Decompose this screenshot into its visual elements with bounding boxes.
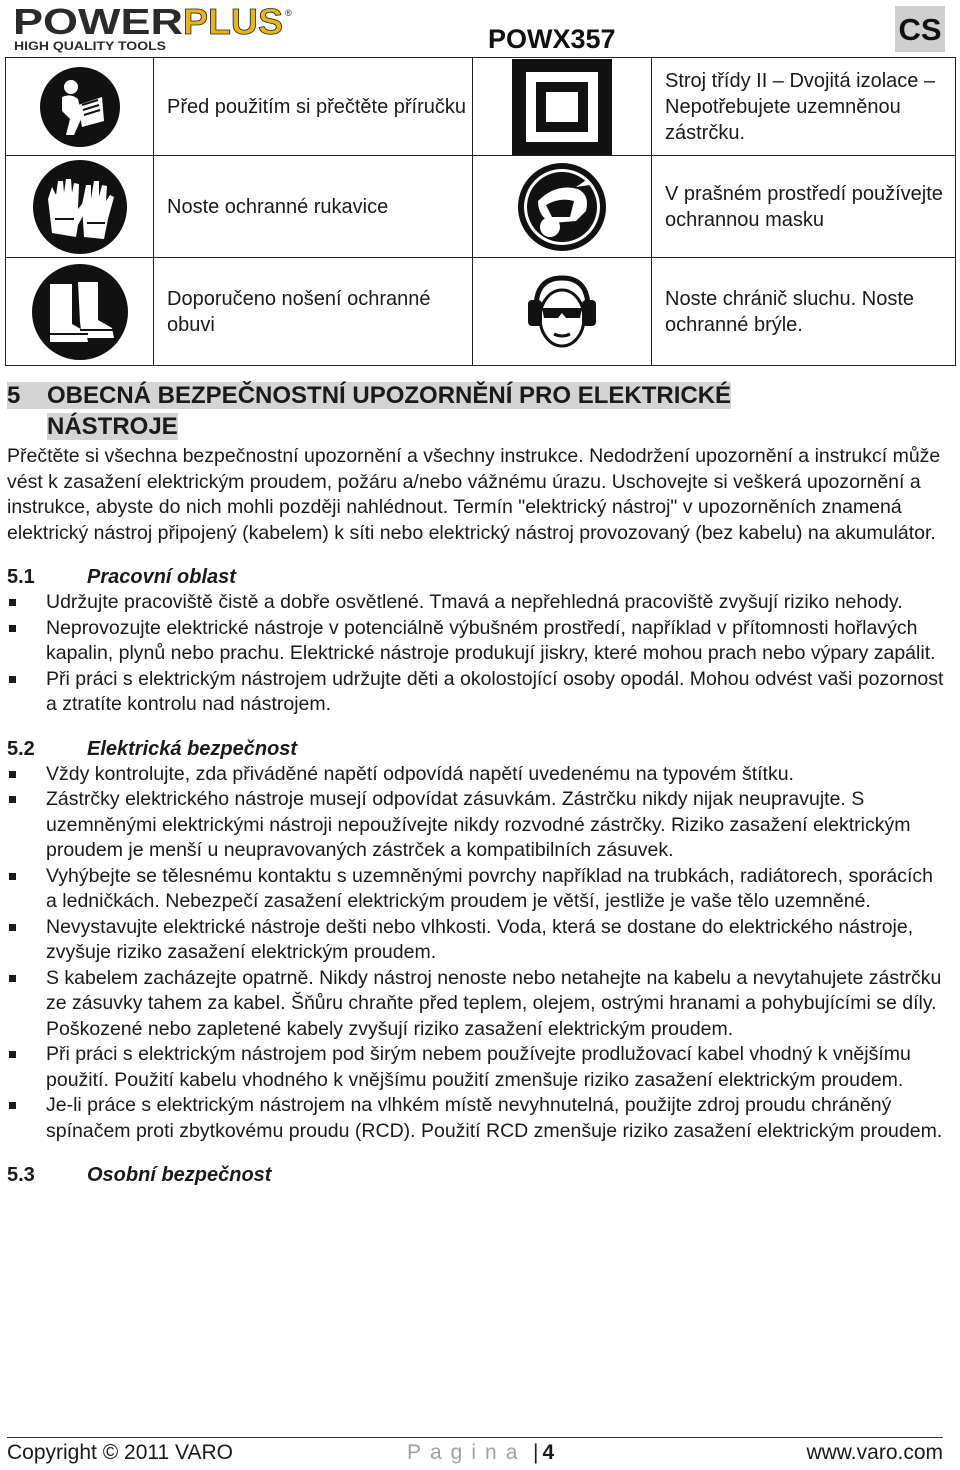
symbol-label-cell xyxy=(652,156,956,258)
double-square-icon xyxy=(473,59,651,155)
bullet-icon xyxy=(9,1102,16,1109)
subsection-5-3-heading xyxy=(7,1163,947,1188)
model-number: POWX357 xyxy=(488,24,616,54)
section-number: 5 xyxy=(7,382,21,409)
bullet-icon xyxy=(9,924,16,931)
section-title-line2: NÁSTROJE xyxy=(47,413,178,440)
bullet-icon xyxy=(9,771,16,778)
list-item-text: Při práci s elektrickým nástrojem pod širým nebem používejte prodlužovací kabel vhodný k vnějšímu použití. Použití kabelu vhodného k vnějšímu použití zmenšuje riziko zasažení elektrickým proudem. xyxy=(46,1043,911,1091)
subsection-5-1-list xyxy=(7,590,947,718)
symbol-label-cell xyxy=(154,58,473,156)
symbol-icon-cell xyxy=(6,156,154,258)
subsection-number: 5.2 xyxy=(7,737,35,760)
bullet-icon xyxy=(9,873,16,880)
subsection-number: 5.3 xyxy=(7,1164,35,1186)
list-item xyxy=(7,590,947,616)
subsection-number: 5.1 xyxy=(7,566,35,588)
page-header xyxy=(0,0,960,58)
symbol-row xyxy=(6,58,956,156)
list-item xyxy=(7,915,947,966)
list-item xyxy=(7,667,947,718)
symbol-label-cell xyxy=(154,156,473,258)
bullet-icon xyxy=(9,625,16,632)
bullet-icon xyxy=(9,1051,16,1058)
bullet-icon xyxy=(9,676,16,683)
subsection-5-2-heading xyxy=(7,737,947,762)
ear-eye-protection-icon xyxy=(473,272,651,352)
list-item-text: Nevystavujte elektrické nástroje dešti nebo vlhkosti. Voda, která se dostane do elektrického nástroje, zvyšuje riziko zasažení elektrickým proudem. xyxy=(46,915,914,963)
subsection-5-2-list xyxy=(7,762,947,1145)
list-item-text: Neprovozujte elektrické nástroje v potenciálně výbušném prostředí, například v přítomnosti hořlavých kapalin, plynů nebo prachu. Elektrické nástroje produkují jiskry, které mohou prach nebo výpary zapálit. xyxy=(46,616,936,664)
symbol-icon-cell xyxy=(473,58,652,156)
list-item xyxy=(7,864,947,915)
section-title-line1: OBECNÁ BEZPEČNOSTNÍ UPOZORNĚNÍ PRO ELEKTRICKÉ xyxy=(47,382,732,409)
subsection-title: Elektrická bezpečnost xyxy=(87,737,298,760)
svg-text:®: ® xyxy=(285,8,292,18)
list-item-text: S kabelem zacházejte opatrně. Nikdy nástroj nenoste nebo netahejte na kabelu a nevytahujete zástrčku ze zásuvky tahem za kabel. Šňůru chraňte před teplem, olejem, ostrými hranami a pohybujícími se díly. Poškozené nebo zapletené kabely zvyšují riziko zasažení elektrickým proudem. xyxy=(46,966,942,1040)
list-item xyxy=(7,616,947,667)
list-item-text: Vždy kontrolujte, zda přiváděné napětí odpovídá napětí uvedenému na typovém štítku. xyxy=(46,762,794,785)
symbol-icon-cell xyxy=(6,258,154,366)
symbol-label: Doporučeno nošení ochranné obuvi xyxy=(167,287,431,336)
symbol-label: Před použitím si přečtěte příručku xyxy=(167,95,467,118)
subsection-5-1-heading xyxy=(7,565,947,590)
symbol-label: V prašném prostředí používejte ochrannou masku xyxy=(665,182,943,231)
list-item-text: Je-li práce s elektrickým nástrojem na vlhkém místě nevyhnutelná, použijte zdroj proudu chráněný spínačem proti zbytkovému proudu (RCD). Použití RCD zmenšuje riziko zasažení elektrickým proudem. xyxy=(46,1094,943,1142)
section-5-heading xyxy=(7,380,947,442)
list-item xyxy=(7,762,947,788)
list-item-text: Zástrčky elektrického nástroje musejí odpovídat zásuvkám. Zástrčku nikdy nijak neupravujte. S uzemněnými elektrickými nástroji nepoužívejte nikdy rozvodné zástrčky. Riziko zasažení elektrickým proudem je menší u neupravovaných zástrček a kompatibilních zásuvek. xyxy=(46,788,911,861)
list-item xyxy=(7,1042,947,1093)
symbol-label-cell xyxy=(154,258,473,366)
symbol-icon-cell xyxy=(473,258,652,366)
symbol-label: Noste ochranné rukavice xyxy=(167,195,389,218)
dust-mask-icon xyxy=(473,161,651,253)
page-number-block: | 4 xyxy=(533,1441,555,1464)
section-5-paragraph: Přečtěte si všechna bezpečnostní upozornění a všechny instrukce. Nedodržení upozornění a instrukcí může vést k zasažení elektrickým proudem, požáru a/nebo vážnému úrazu. Uschovejte si veškerá upozornění a instrukce, abyste do nich mohli později nahlédnout. Termín "elektrický nástroj" v upozorněních znamená elektrický nástroj připojený (kabelem) k síti nebo elektrický nástroj provozovaný (bez kabelu) na akumulátor. xyxy=(7,445,941,544)
powerplus-logo xyxy=(13,4,303,54)
subsection-title: Pracovní oblast xyxy=(87,566,236,588)
symbol-icon-cell xyxy=(473,156,652,258)
list-item-text: Při práci s elektrickým nástrojem udržujte děti a okolostojící osoby opodál. Mohou odvést vaši pozornost a ztratíte kontrolu nad nástrojem. xyxy=(46,667,944,715)
copyright-text: Copyright © 2011 VARO xyxy=(7,1441,233,1464)
svg-text:POWER: POWER xyxy=(13,4,183,42)
symbol-row xyxy=(6,156,956,258)
list-item xyxy=(7,787,947,864)
gloves-icon xyxy=(6,159,153,255)
document-body xyxy=(7,380,947,1188)
bullet-icon xyxy=(9,599,16,606)
page-number: 4 xyxy=(542,1441,555,1464)
safety-symbols-table xyxy=(5,57,956,366)
symbol-label: Noste chránič sluchu. Noste ochranné brýle. xyxy=(665,287,915,336)
symbol-label-cell xyxy=(652,58,956,156)
page-word: Pagina xyxy=(407,1441,527,1464)
symbol-label: Stroj třídy II – Dvojitá izolace – Nepotřebujete uzemněnou zástrčku. xyxy=(665,69,936,144)
list-item xyxy=(7,966,947,1043)
book-reading-icon xyxy=(6,65,153,149)
footer-divider xyxy=(7,1437,943,1438)
svg-text:PLUS: PLUS xyxy=(183,4,283,42)
list-item-text: Udržujte pracoviště čistě a dobře osvětlené. Tmavá a nepřehledná pracoviště zvyšují riziko nehody. xyxy=(46,591,903,613)
page-footer xyxy=(7,1437,943,1467)
bullet-icon xyxy=(9,975,16,982)
boots-icon xyxy=(6,262,153,362)
symbol-icon-cell xyxy=(6,58,154,156)
website-link[interactable]: www.varo.com xyxy=(806,1441,943,1464)
bullet-icon xyxy=(9,796,16,803)
list-item-text: Vyhýbejte se tělesnému kontaktu s uzemněnými povrchy například na trubkách, radiátorech, sporácích a ledničkách. Nebezpečí zasažení elektrickým proudem je větší, jestliže je vaše tělo uzemněné. xyxy=(46,864,933,912)
svg-text:HIGH QUALITY TOOLS: HIGH QUALITY TOOLS xyxy=(14,39,166,53)
symbol-label-cell xyxy=(652,258,956,366)
list-item xyxy=(7,1093,947,1144)
subsection-title: Osobní bezpečnost xyxy=(87,1164,272,1186)
language-badge: CS xyxy=(895,6,945,52)
symbol-row xyxy=(6,258,956,366)
